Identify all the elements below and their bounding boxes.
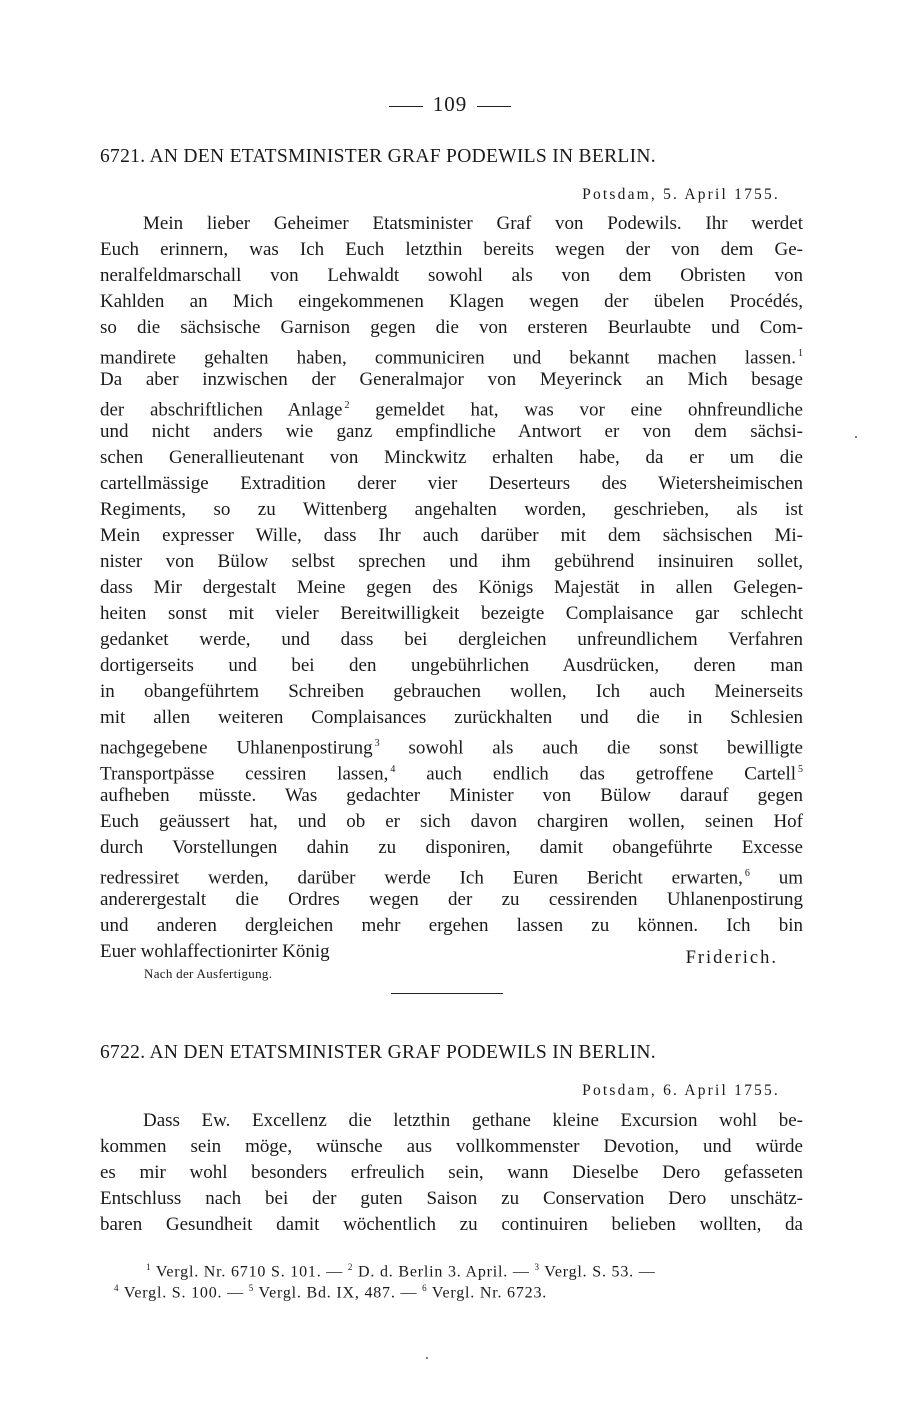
body-line: nister von Bülow selbst sprechen und ihm gebührend insinuiren sollet, — [100, 551, 803, 572]
body-text: mandirete gehalten haben, communiciren und bekannt machen lassen. — [100, 347, 796, 369]
footnote-mark: 2 — [347, 1262, 354, 1272]
body-text: gemeldet hat, was vor eine ohnfreundliche — [349, 399, 803, 421]
body-line: Euch erinnern, was Ich Euch letzthin bereits wegen der von dem Ge- — [100, 239, 803, 260]
body-line: so die sächsische Garnison gegen die von ersteren Beurlaubte und Com- — [100, 317, 803, 338]
body-text: auch endlich das getroffene Cartell — [395, 763, 796, 785]
body-line: Euer wohlaffectionirter König — [100, 941, 330, 962]
footnote-mark: 3 — [374, 738, 380, 749]
body-line: mit allen weiteren Complaisances zurückhalten und die in Schlesien — [100, 707, 803, 728]
footnote-text: Vergl. Nr. 6723. — [431, 1284, 548, 1302]
footnote-mark: 5 — [798, 764, 803, 775]
body-line: kommen sein möge, wünsche aus vollkommenster Devotion, und würde — [100, 1136, 803, 1157]
footnote-mark: 1 — [798, 348, 803, 359]
body-text: nachgegebene Uhlanenpostirung — [100, 737, 373, 759]
body-line: Mein expresser Wille, dass Ihr auch darüber mit dem sächsischen Mi- — [100, 525, 803, 546]
letter-heading: 6722. AN DEN ETATSMINISTER GRAF PODEWILS IN BERLIN. — [100, 1042, 656, 1063]
page-number-text: 109 — [432, 92, 468, 116]
footnote-line — [114, 1283, 674, 1302]
body-line: Regiments, so zu Wittenberg angehalten worden, geschrieben, als ist — [100, 499, 803, 520]
page-number-dash-right — [477, 106, 511, 107]
page-number-dash-left — [389, 106, 423, 107]
footnote-mark: 4 — [114, 1283, 120, 1293]
footnote-mark: 2 — [344, 400, 350, 411]
body-line: anderergestalt die Ordres wegen der zu cessirenden Uhlanenpostirung — [100, 889, 803, 910]
body-line: neralfeldmarschall von Lehwaldt sowohl als von dem Obristen von — [100, 265, 803, 286]
body-text: der abschriftlichen Anlage — [100, 399, 343, 421]
dateline: Potsdam, 5. April 1755. — [582, 186, 780, 203]
section-divider — [391, 993, 503, 994]
page-number — [0, 92, 900, 117]
footnote-text: Vergl. S. 100. — — [123, 1284, 249, 1302]
body-text: Transportpässe cessiren lassen, — [100, 763, 389, 785]
letter-heading: 6721. AN DEN ETATSMINISTER GRAF PODEWILS IN BERLIN. — [100, 146, 656, 167]
body-line: Mein lieber Geheimer Etatsminister Graf von Podewils. Ihr werdet — [143, 213, 803, 234]
body-line: es mir wohl besonders erfreulich sein, wann Dieselbe Dero gefasseten — [100, 1162, 803, 1183]
body-text: um — [749, 867, 803, 889]
body-line: in obangeführtem Schreiben gebrauchen wollen, Ich auch Meinerseits — [100, 681, 803, 702]
body-line: schen Generallieutenant von Minckwitz erhalten habe, da er um die — [100, 447, 803, 468]
body-line: dass Mir dergestalt Meine gegen des Königs Majestät in allen Gelegen- — [100, 577, 803, 598]
body-line: baren Gesundheit damit wöchentlich zu continuiren belieben wollten, da — [100, 1214, 803, 1235]
footnote-mark: 4 — [390, 764, 396, 775]
footnote-mark: 6 — [422, 1283, 428, 1293]
body-line: Dass Ew. Excellenz die letzthin gethane kleine Excursion wohl be- — [143, 1110, 803, 1131]
signature: Friderich. — [685, 948, 778, 968]
footnote-mark: 3 — [534, 1262, 540, 1272]
body-line: gedanket werde, und dass bei dergleichen unfreundlichem Verfahren — [100, 629, 803, 650]
footnote-text: D. d. Berlin 3. April. — — [358, 1263, 535, 1281]
print-speck — [855, 436, 857, 438]
footnote-line — [146, 1262, 802, 1281]
body-line: dortigerseits und bei den ungebührlichen Ausdrücken, deren man — [100, 655, 803, 676]
body-line: und nicht anders wie ganz empfindliche Antwort er von dem sächsi- — [100, 421, 803, 442]
body-text: sowohl als auch die sonst bewilligte — [379, 737, 803, 759]
footnote-text: Vergl. Bd. IX, 487. — — [258, 1284, 423, 1302]
body-text: redressiret werden, darüber werde Ich Euren Bericht erwarten, — [100, 867, 743, 889]
body-line: heiten sonst mit vieler Bereitwilligkeit bezeigte Complaisance gar schlecht — [100, 603, 803, 624]
body-line: und anderen dergleichen mehr ergehen lassen zu können. Ich bin — [100, 915, 803, 936]
body-line: Da aber inzwischen der Generalmajor von Meyerinck an Mich besage — [100, 369, 803, 390]
body-line: cartellmässige Extradition derer vier Deserteurs des Wietersheimischen — [100, 473, 803, 494]
footnote-mark: 5 — [248, 1283, 255, 1293]
footnote-mark: 1 — [146, 1262, 152, 1272]
body-line: Euch geäussert hat, und ob er sich davon chargiren wollen, seinen Hof — [100, 811, 803, 832]
body-line: Kahlden an Mich eingekommenen Klagen wegen der übelen Procédés, — [100, 291, 803, 312]
footnote-mark: 6 — [744, 868, 750, 879]
body-line: durch Vorstellungen dahin zu disponiren, damit obangeführte Excesse — [100, 837, 803, 858]
source-note: Nach der Ausfertigung. — [144, 966, 273, 981]
footnote-text: Vergl. Nr. 6710 S. 101. — — [155, 1263, 348, 1281]
footnote-text: Vergl. S. 53. — — [544, 1263, 656, 1281]
body-line: aufheben müsste. Was gedachter Minister von Bülow darauf gegen — [100, 785, 803, 806]
dateline: Potsdam, 6. April 1755. — [582, 1082, 780, 1099]
body-line: Entschluss nach bei der guten Saison zu Conservation Dero unschätz- — [100, 1188, 803, 1209]
print-speck — [426, 1357, 428, 1359]
